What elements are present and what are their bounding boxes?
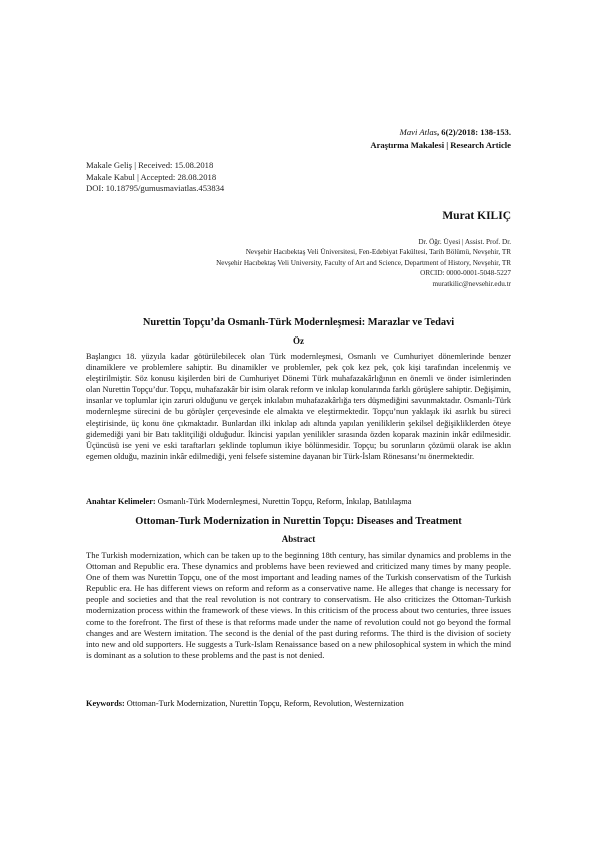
english-keywords bbox=[86, 699, 511, 708]
author-name: Murat KILIÇ bbox=[442, 210, 511, 222]
journal-header bbox=[370, 126, 511, 152]
turkish-keywords-list: Osmanlı-Türk Modernleşmesi, Nurettin Topçu, Reform, İnkılap, Batılılaşma bbox=[155, 497, 412, 506]
turkish-keywords-label: Anahtar Kelimeler: bbox=[86, 497, 156, 506]
turkish-abstract: Başlangıcı 18. yüzyıla kadar götürülebilecek olan Türk modernleşmesi, Osmanlı ve Cumhuriyet dönemlerinde benzer dinamiklere ve problemlere sahiptir. Bu dinamikler ve problemler, pek çok kez pek, çok kişi tarafından incelenmiş ve eleştirilmiştir. Söz konusu kişilerden biri de Cumhuriyet Dönemi Türk muhafazakârlığının en önemli ve önder isimlerinden olan Nurettin Topçu’dur. Topçu, muhafazakâr bir isim olarak reform ve inkılap konularında farklı görüşlere sahiptir. Değişimin, insanlar ve toplumlar için zaruri olduğunu ve gerçek inkılabın muhafazakârlığa ters düşmediğini savunmaktadır. Osmanlı-Türk modernleşme sürecini de bu görüşler çerçevesinde ele almakta ve eleştirmektedir. Topçu’nun yaklaşık iki asırlık bu süreci eleştirisinde, üç konu öne çıkmaktadır. Bunlardan ilki inkılap adı altında yapılan yeniliklerin şekilsel değişikliklerden öteye gidemediği yani bir Batı taklitçiliği olduğudur. İkincisi yapılan yenilikler sırasında özden koparak mazinin inkâr edilmesidir. Üçüncüsü ise yeni ve eski taraftarları şeklinde toplumun ikiye bölünmesidir. Topçu; bu sorunların çözümü olarak ise aklın egemen olduğu, mazinin inkâr edilmediği, yeni felsefe sistemine dayanan bir Türk-İslam Rönesansı’nı önermektedir. bbox=[86, 352, 511, 461]
affiliation-english: Nevşehir Hacıbektaş Veli University, Faculty of Art and Science, Department of History, Nevşehir, TR bbox=[216, 258, 511, 267]
english-abstract-heading: Abstract bbox=[281, 534, 316, 544]
english-title: Ottoman-Turk Modernization in Nurettin Topçu: Diseases and Treatment bbox=[135, 516, 462, 527]
article-type-label: Araştırma Makalesi | Research Article bbox=[370, 140, 511, 150]
turkish-keywords bbox=[86, 497, 511, 506]
english-keywords-label: Keywords: bbox=[86, 699, 125, 708]
orcid[interactable]: ORCID: 0000-0001-5048-5227 bbox=[420, 269, 511, 278]
journal-citation bbox=[370, 126, 511, 139]
doi[interactable]: DOI: 10.18795/gumusmaviatlas.453834 bbox=[86, 183, 225, 194]
author-title: Dr. Öğr. Üyesi | Assist. Prof. Dr. bbox=[418, 238, 511, 246]
journal-name: Mavi Atlas bbox=[399, 127, 437, 137]
article-dates bbox=[86, 160, 224, 195]
author-email[interactable]: muratkilic@nevsehir.edu.tr bbox=[432, 279, 511, 288]
english-keywords-list: Ottoman-Turk Modernization, Nurettin Topçu, Reform, Revolution, Westernization bbox=[124, 699, 404, 708]
volume-issue-pages: , 6(2)/2018: 138-153. bbox=[437, 127, 511, 137]
received-date: Makale Geliş | Received: 15.08.2018 bbox=[86, 160, 214, 170]
author-affiliation bbox=[216, 237, 511, 289]
turkish-title: Nurettin Topçu’da Osmanlı-Türk Modernleşmesi: Marazlar ve Tedavi bbox=[142, 317, 455, 328]
article-type bbox=[370, 139, 511, 152]
affiliation-turkish: Nevşehir Hacıbektaş Veli Üniversitesi, Fen-Edebiyat Fakültesi, Tarih Bölümü, Nevşehir, TR bbox=[245, 248, 511, 257]
english-abstract: The Turkish modernization, which can be taken up to the beginning 18th century, has similar dynamics and problems in the Ottoman and Republic era. These dynamics and problems have been reviewed and criticized many times by many people. One of them was Nurettin Topçu, one of the most important and leading names of the Turkish conservatism of the Turkish Republic era. He has different views on reform and reform as a conservative name. He alleges that change is necessary for people and societies and that the real revolution is not contrary to conservatism. He also criticizes the Ottoman-Turkish modernization process within the framework of these views. In this criticism of the process about two centuries, three issues come to the forefront. The first of these is that reforms made under the name of revolution could not go beyond the formal changes and are Western imitation. The second is the denial of the past during reforms. The third is the division of society into new and old supporters. He suggests a Turk-Islam Renaissance based on a new philosophical system in which the mind is dominant as a solution to these problems and the past is not denied. bbox=[86, 550, 511, 660]
accepted-date: Makale Kabul | Accepted: 28.08.2018 bbox=[86, 171, 217, 182]
turkish-abstract-heading: Öz bbox=[293, 336, 304, 346]
